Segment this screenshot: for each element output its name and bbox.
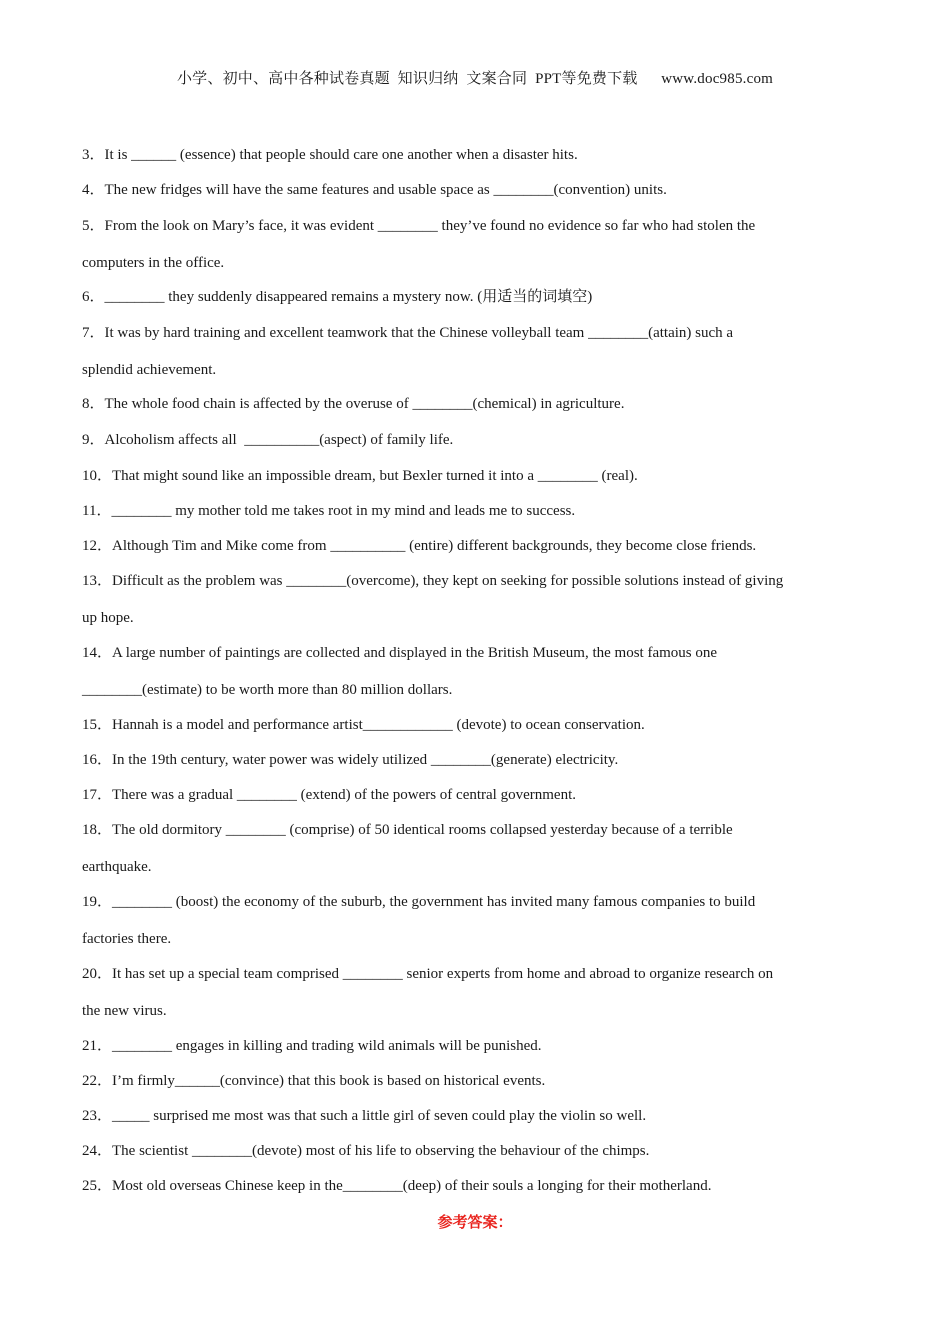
question-13-line-1: 13．Difficult as the problem was ________(overcome), they kept on seeking for possible solutions instead of giving [82,573,784,589]
question-12-line-1: 12．Although Tim and Mike come from __________ (entire) different backgrounds, they become close friends. [82,538,757,554]
question-25-line-1: 25．Most old overseas Chinese keep in the________(deep) of their souls a longing for their motherland. [82,1178,712,1194]
question-18-line-2: earthquake. [82,859,152,875]
question-21-line-1: 21．________ engages in killing and trading wild animals will be punished. [82,1038,542,1054]
question-20-line-2: the new virus. [82,1003,167,1019]
question-5-line-2: computers in the office. [82,255,225,271]
question-10-line-1: 10．That might sound like an impossible dream, but Bexler turned it into a ________ (real). [82,468,638,484]
question-4-line-1: 4．The new fridges will have the same features and usable space as ________(convention) units. [82,182,667,198]
question-11-line-1: 11．________ my mother told me takes root in my mind and leads me to success. [82,503,576,519]
question-9-line-1: 9．Alcoholism affects all __________(aspect) of family life. [82,432,454,448]
question-20-line-1: 20．It has set up a special team comprised ________ senior experts from home and abroad to organize research on [82,966,774,982]
question-19-line-1: 19．________ (boost) the economy of the suburb, the government has invited many famous companies to build [82,894,756,910]
question-14-line-1: 14．A large number of paintings are collected and displayed in the British Museum, the most famous one [82,645,718,661]
page-header: 小学、初中、高中各种试卷真题 知识归纳 文案合同 PPT等免费下载 www.doc985.com [176,71,774,87]
question-23-line-1: 23．_____ surprised me most was that such a little girl of seven could play the violin so well. [82,1108,647,1124]
answer-key-heading: 参考答案： [437,1213,513,1231]
question-7-line-1: 7．It was by hard training and excellent teamwork that the Chinese volleyball team ________(attain) such a [82,325,734,341]
question-3-line-1: 3．It is ______ (essence) that people should care one another when a disaster hits. [82,147,578,163]
question-7-line-2: splendid achievement. [82,362,217,378]
question-15-line-1: 15．Hannah is a model and performance artist____________ (devote) to ocean conservation. [82,717,645,733]
question-17-line-1: 17．There was a gradual ________ (extend) of the powers of central government. [82,787,576,803]
question-22-line-1: 22．I’m firmly______(convince) that this book is based on historical events. [82,1073,546,1089]
question-16-line-1: 16．In the 19th century, water power was widely utilized ________(generate) electricity. [82,752,619,768]
question-13-line-2: up hope. [82,610,134,626]
question-8-line-1: 8．The whole food chain is affected by the overuse of ________(chemical) in agriculture. [82,396,625,412]
question-6-line-1: 6．________ they suddenly disappeared remains a mystery now. (用适当的词填空) [82,289,593,305]
question-5-line-1: 5．From the look on Mary’s face, it was evident ________ they’ve found no evidence so far who had stolen the [82,218,756,234]
question-24-line-1: 24．The scientist ________(devote) most of his life to observing the behaviour of the chimps. [82,1143,650,1159]
question-14-line-2: ________(estimate) to be worth more than 80 million dollars. [82,682,453,698]
question-18-line-1: 18．The old dormitory ________ (comprise) of 50 identical rooms collapsed yesterday because of a terrible [82,822,733,838]
question-19-line-2: factories there. [82,931,172,947]
